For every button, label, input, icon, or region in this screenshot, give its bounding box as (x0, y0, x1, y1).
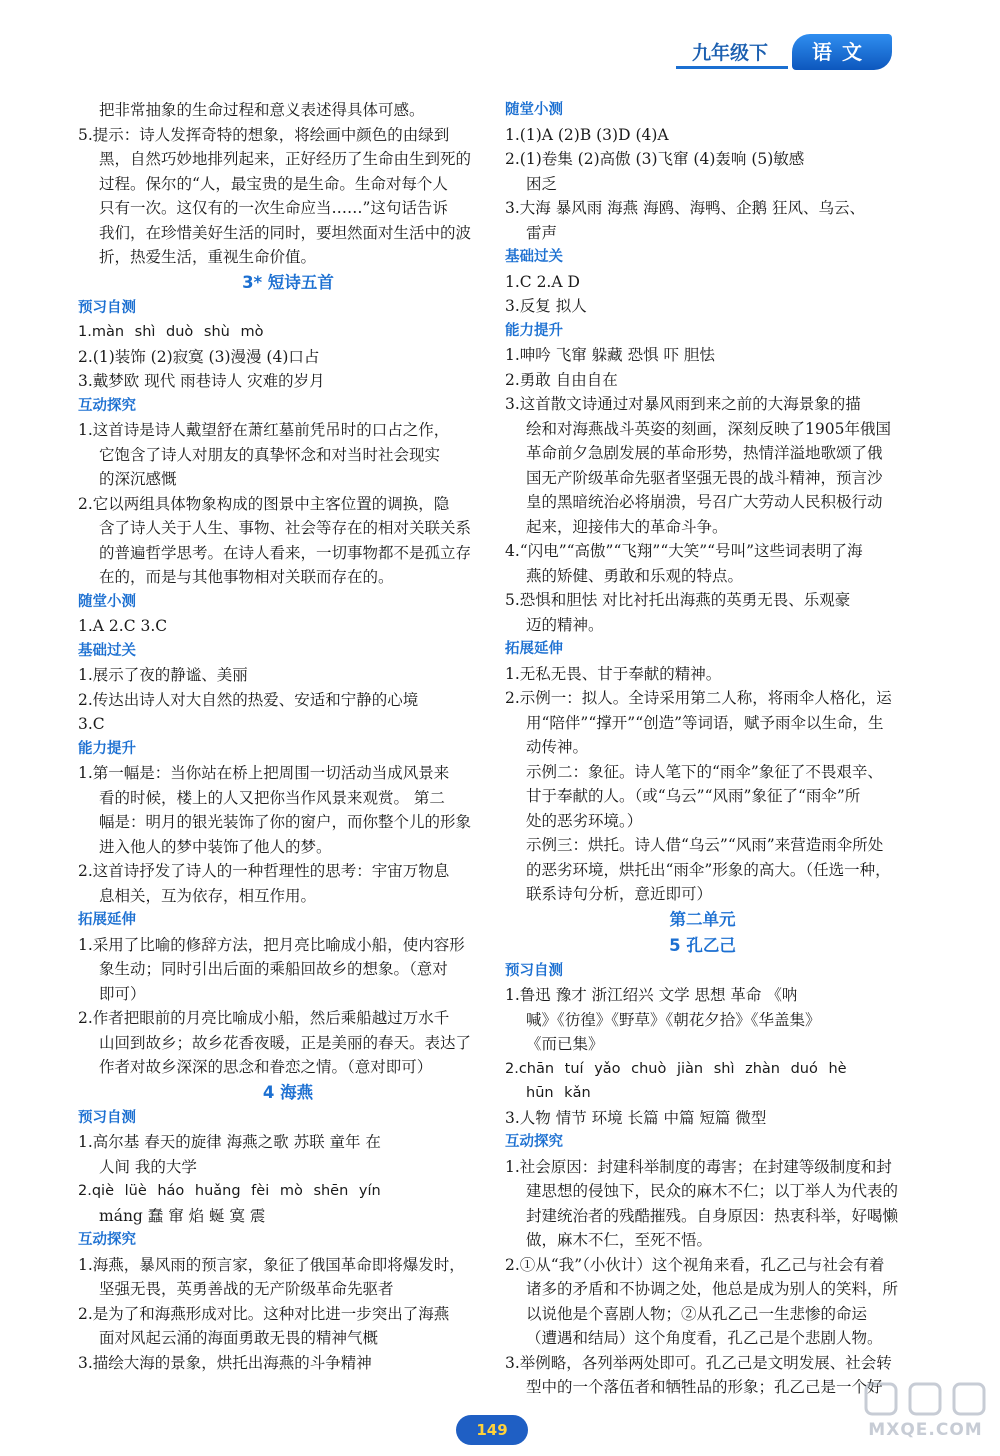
answer-line: 的深沉感慨 (99, 470, 177, 488)
answer-line: 1.A 2.C 3.C (78, 617, 168, 635)
section-heading: 预习自测 (505, 962, 563, 979)
section-heading: 预习自测 (78, 299, 136, 316)
answer-line: 2.(1)装饰 (2)寂寞 (3)漫漫 (4)口占 (78, 347, 320, 366)
answer-line: 2.传达出诗人对大自然的热爱、安适和宁静的心境 (78, 690, 419, 709)
answer-line: 建思想的侵蚀下，民众的麻木不仁；以丁举人为代表的 (526, 1182, 899, 1200)
answer-line: 的恶劣环境，烘托出“雨伞”形象的高大。（任选一种， (526, 860, 891, 879)
answer-line: 作者对故乡深深的思念和眷恋之情。（意对即可） (99, 1058, 433, 1076)
section-heading: 拓展延伸 (78, 912, 136, 928)
answer-line: 3.C (78, 715, 105, 733)
pinyin-line: 1.màn shì duò shù mò (78, 324, 264, 340)
answer-line: 1.海燕，暴风雨的预言家，象征了俄国革命即将爆发时， (78, 1255, 465, 1274)
answer-line: 3.反复 拟人 (505, 297, 587, 315)
answer-line: 它饱含了诗人对朋友的真挚怀念和对当时社会现实 (99, 445, 441, 464)
answer-line: 过程。保尔的“人，最宝贵的是生命。生命对每个人 (99, 174, 448, 193)
answer-line: 象生动；同时引出后面的乘船回故乡的想象。（意对 (99, 960, 448, 978)
answer-line: 坚强无畏，英勇善战的无产阶级革命先驱者 (99, 1280, 394, 1298)
answer-line: 型中的一个落伍者和牺牲品的形象；孔乙己是一个好 (526, 1378, 883, 1396)
answer-line: 1.呻吟 飞窜 躲藏 恐惧 吓 胆怯 (505, 346, 715, 364)
answer-line: 进入他人的梦中装饰了他人的梦。 (99, 837, 332, 856)
answer-line: 2.(1)卷集 (2)高傲 (3)飞窜 (4)轰响 (5)敏感 (505, 150, 805, 168)
answer-line: 2.作者把眼前的月亮比喻成小船，然后乘船越过万水千 (78, 1009, 450, 1027)
answer-line: 《而已集》 (526, 1035, 604, 1053)
answer-line: 1.C 2.A D (505, 272, 580, 291)
answer-line: 示例三：烘托。诗人借“乌云”“风雨”来营造雨伞所处 (526, 836, 884, 854)
answer-line: 折，热爱生活，重视生命价值。 (99, 248, 317, 266)
answer-line: 处的恶劣环境。） (526, 811, 643, 830)
section-heading: 随堂小测 (505, 102, 563, 118)
grade-label: 九年级下 (691, 42, 768, 64)
answer-line: 3.大海 暴风雨 海燕 海鸥、海鸭、企鹅 狂风、乌云、 (505, 199, 865, 217)
section-heading: 预习自测 (78, 1109, 136, 1126)
answer-line: 看的时候，楼上的人又把你当作风景来观赏。 第二 (99, 788, 445, 807)
answer-line: 幅是：明月的银光装饰了你的窗户，而你整个儿的形象 (99, 813, 472, 831)
pinyin-line: hūn kǎn (526, 1085, 591, 1101)
answer-line: 2.①从“我”（小伙计）这个视角来看，孔乙己与社会有着 (505, 1255, 885, 1274)
answer-line: 3.人物 情节 环境 长篇 中篇 短篇 微型 (505, 1108, 767, 1127)
lesson-title: 5 孔乙己 (669, 935, 736, 955)
answer-line: 甘于奉献的人。（或“乌云”“风雨”象征了“雨伞”所 (526, 787, 861, 805)
answer-line: 起来，迎接伟大的革命斗争。 (526, 517, 728, 536)
answer-line: 4.“闪电”“高傲”“飞翔”“大笑”“号叫”这些词表明了海 (505, 542, 863, 560)
answer-line: 1.高尔基 春天的旋律 海燕之歌 苏联 童年 在 (78, 1133, 381, 1151)
section-heading: 能力提升 (505, 322, 563, 339)
answer-line: máng 蠢 窜 焰 蜒 寞 震 (99, 1206, 266, 1225)
answer-line: 3.戴梦欧 现代 雨巷诗人 灾难的岁月 (78, 372, 325, 390)
answer-line: 即可） (99, 984, 146, 1003)
section-heading: 拓展延伸 (505, 641, 563, 657)
answer-line: 2.示例一：拟人。全诗采用第二人称，将雨伞人格化，运 (505, 689, 892, 707)
answer-line: 人间 我的大学 (99, 1157, 197, 1176)
lesson-title: 第二单元 (669, 909, 736, 929)
answer-line: 绘和对海燕战斗英姿的刻画，深刻反映了1905年俄国 (526, 419, 891, 438)
page-number: 149 (456, 1415, 528, 1445)
section-heading: 基础过关 (505, 249, 563, 265)
answer-line: 迈的精神。 (526, 615, 604, 634)
answer-line: （遭遇和结局）这个角度看，孔乙己是个悲剧人物。 (526, 1329, 883, 1347)
section-heading: 能力提升 (78, 740, 136, 757)
lesson-title: 4 海燕 (262, 1082, 314, 1102)
answer-line: 面对风起云涌的海面勇敢无畏的精神气概 (99, 1329, 379, 1347)
header-rule (676, 66, 788, 69)
answer-line: 息相关，互为依存，相互作用。 (99, 886, 317, 905)
left-column (78, 98, 498, 1375)
watermark-icon (858, 1380, 993, 1420)
answer-line: 5.恐惧和胆怯 对比衬托出海燕的英勇无畏、乐观豪 (505, 591, 851, 609)
answer-line: 以说他是个喜剧人物；②从孔乙己一生悲惨的命运 (526, 1304, 868, 1323)
section-heading: 随堂小测 (78, 593, 136, 610)
answer-line: 1.(1)A (2)B (3)D (4)A (505, 125, 669, 144)
pinyin-line: 2.qiè lüè háo huǎng fèi mò shēn yín (78, 1183, 381, 1199)
answer-line: 含了诗人关于人生、事物、社会等存在的相对关联关系 (99, 519, 472, 537)
answer-line: 动传神。 (526, 738, 589, 756)
section-heading: 互动探究 (78, 397, 136, 414)
answer-line: 我们，在珍惜美好生活的同时，要坦然面对生活中的波 (99, 223, 472, 242)
answer-line: 1.社会原因：封建科举制度的毒害；在封建等级制度和封 (505, 1157, 892, 1176)
answer-line: 5.提示：诗人发挥奇特的想象，将绘画中颜色的由绿到 (78, 125, 450, 144)
answer-line: 的普遍哲学思考。在诗人看来，一切事物都不是孤立存 (99, 543, 472, 562)
answer-line: 燕的矫健、勇敢和乐观的特点。 (526, 566, 744, 585)
answer-line: 把非常抽象的生命过程和意义表述得具体可感。 (99, 101, 425, 119)
answer-line: 封建统治者的残酷摧残。自身原因：热衷科举，好喝懒 (526, 1206, 899, 1225)
answer-line: 黑，自然巧妙地排列起来，正好经历了生命由生到死的 (99, 150, 472, 168)
answer-line: 困乏 (526, 174, 558, 193)
answer-line: 3.举例略，各列举两处即可。孔乙己是文明发展、社会转 (505, 1353, 892, 1372)
answer-line: 2.是为了和海燕形成对比。这种对比进一步突出了海燕 (78, 1304, 450, 1323)
answer-line: 诸多的矛盾和不协调之处，他总是成为别人的笑料，所 (526, 1280, 899, 1298)
answer-line: 3.这首散文诗通过对暴风雨到来之前的大海景象的描 (505, 395, 861, 413)
answer-line: 皇的黑暗统治必将崩溃，号召广大劳动人民积极行动 (526, 493, 883, 511)
right-column (505, 98, 900, 1400)
section-heading: 互动探究 (505, 1134, 563, 1150)
answer-line: 3.描绘大海的景象，烘托出海燕的斗争精神 (78, 1353, 372, 1372)
watermark-logo (858, 1380, 993, 1450)
answer-line: 2.它以两组具体物象构成的图景中主客位置的调换，隐 (78, 494, 450, 513)
subject-badge: 语文 (792, 34, 892, 70)
answer-line: 1.采用了比喻的修辞方法，把月亮比喻成小船，使内容形 (78, 935, 465, 954)
answer-line: 喊》《彷徨》《野草》《朝花夕拾》《华盖集》 (526, 1010, 821, 1029)
answer-line: 1.无私无畏、甘于奉献的精神。 (505, 664, 722, 683)
section-heading: 互动探究 (78, 1232, 136, 1248)
answer-line: 2.这首诗抒发了诗人的一种哲理性的思考：宇宙万物息 (78, 862, 450, 880)
answer-line: 1.展示了夜的静谧、美丽 (78, 666, 248, 684)
answer-line: 1.这首诗是诗人戴望舒在萧红墓前凭吊时的口占之作， (78, 421, 450, 439)
answer-line: 2.勇敢 自由自在 (505, 370, 618, 389)
answer-line: 用“陪伴”“撑开”“创造”等词语，赋予雨伞以生命，生 (526, 713, 884, 732)
lesson-title: 3* 短诗五首 (242, 272, 334, 292)
answer-line: 示例二：象征。诗人笔下的“雨伞”象征了不畏艰辛、 (526, 762, 883, 781)
answer-line: 只有一次。这仅有的一次生命应当……”这句话告诉 (99, 199, 448, 217)
watermark-text: MXQE.COM (868, 1420, 983, 1440)
answer-line: 国无产阶级革命先驱者坚强无畏的战斗精神，预言沙 (526, 468, 883, 487)
answer-line: 革命前夕急剧发展的革命形势，热情洋溢地歌颂了俄 (526, 444, 883, 462)
section-heading: 基础过关 (78, 642, 136, 659)
answer-line: 做，麻木不仁，至死不悟。 (526, 1231, 713, 1249)
pinyin-line: 2.chān tuí yǎo chuò jiàn shì zhàn duó hè (505, 1060, 847, 1077)
answer-line: 1.鲁迅 豫才 浙江绍兴 文学 思想 革命 《呐 (505, 986, 798, 1004)
page-header (0, 0, 1000, 80)
answer-line: 雷声 (526, 223, 558, 242)
answer-line: 联系诗句分析，意近即可） (526, 885, 713, 903)
answer-line: 山回到故乡；故乡花香夜暖，正是美丽的春天。表达了 (99, 1033, 472, 1052)
answer-line: 在的，而是与其他事物相对关联而存在的。 (99, 568, 394, 586)
answer-line: 1.第一幅是：当你站在桥上把周围一切活动当成风景来 (78, 764, 450, 782)
